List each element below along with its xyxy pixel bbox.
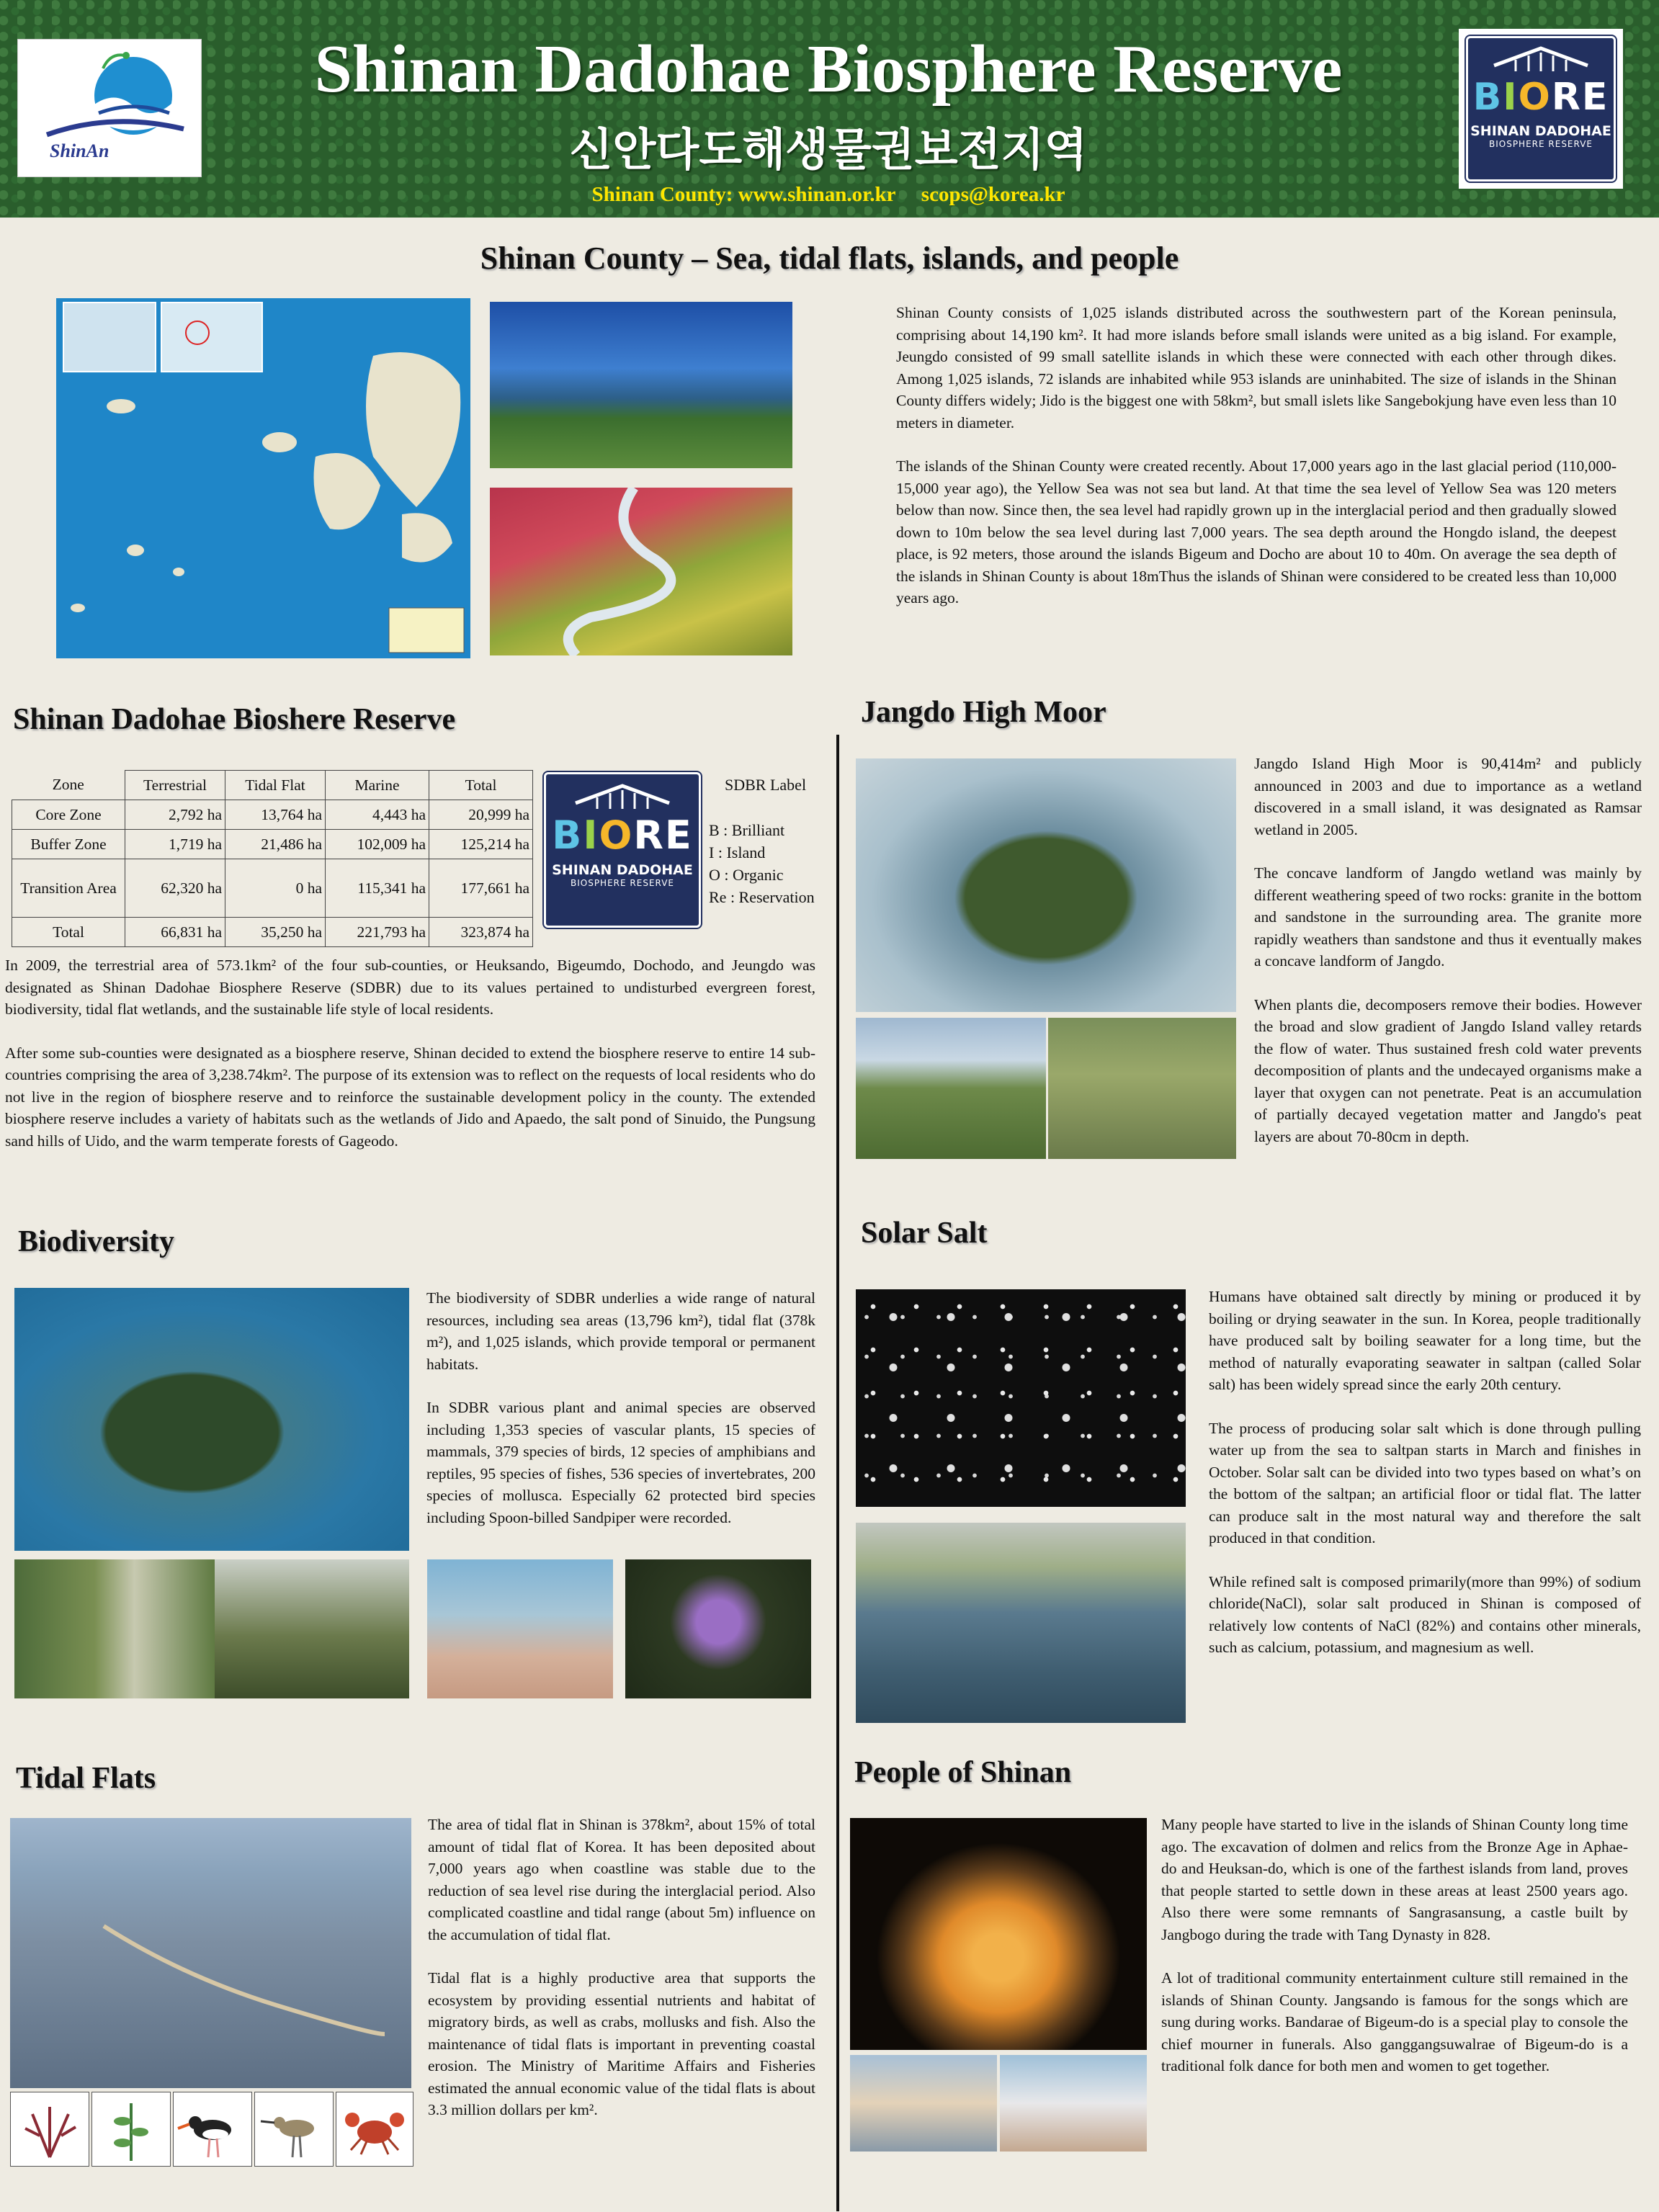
table-cell: 323,874 ha bbox=[429, 918, 533, 947]
table-header-row bbox=[12, 771, 533, 800]
table-cell: 62,320 ha bbox=[125, 859, 225, 918]
table-cell: 4,443 ha bbox=[326, 800, 429, 830]
table-cell: 221,793 ha bbox=[326, 918, 429, 947]
biodiversity-heading: Biodiversity bbox=[18, 1225, 174, 1258]
table-cell: 0 ha bbox=[225, 859, 326, 918]
people-paragraph-1: Many people have started to live in the islands of Shinan County long time ago. The excavation of dolmen and relics from the Bronze Age in Aphae-do and Heuksan-do, which is one of the farthest islands from land, proves that people started to settle down in these areas at least 2500 years ago. Also there were some remnants of Sangrasansung, a castle built by Jangbogo during the trade with Tang Dynasty in 828. bbox=[1161, 1816, 1628, 1943]
biore-logo-header bbox=[1459, 29, 1623, 189]
contact-email[interactable]: scops@korea.kr bbox=[921, 183, 1065, 206]
label-item: Re : Reservation bbox=[709, 888, 815, 906]
table-row bbox=[12, 918, 533, 947]
salt-text bbox=[1209, 1286, 1641, 1680]
salt-paragraph-2: The process of producing solar salt which is done through pulling water up from the sea to saltpan starts in March and finishes in October. Solar salt can be divided into two types based on what’s on the bottom of the saltpan; an artificial floor or tidal flat. The latter can produce salt in the most natural way and therefore the salt produced in that condition. bbox=[1209, 1419, 1641, 1546]
salt-paragraph-1: Humans have obtained salt directly by mining or produced it by boiling or drying seawater in the sun. In Korea, people traditionally have produced salt by boiling seawater for a long time, but the method of naturally evaporating seawater in saltpan (called Solar salt) has been widely spread since the early 20th century. bbox=[1209, 1288, 1641, 1393]
table-cell: 35,250 ha bbox=[225, 918, 326, 947]
bird-in-hand-photo bbox=[427, 1559, 613, 1698]
label-item: O : Organic bbox=[709, 866, 784, 884]
biodiversity-paragraph-2: In SDBR various plant and animal species are observed including 1,353 species of vascular plants, 15 species of mammals, 379 species of birds, 12 species of amphibians and reptiles, 95 species of fishes, 536 species of invertebrates, 200 species of mollusca. Especially 62 protected bird species including Spoon-billed Sandpiper were recorded. bbox=[426, 1399, 815, 1526]
moor-landscape-photo bbox=[856, 1018, 1046, 1159]
salt-paragraph-3: While refined salt is composed primarily(more than 99%) of sodium chloride(NaCl), solar salt produced in Shinan is composed of relatively low contents of NaCl (82%) and contains other minerals, such as calcium, potassium, and magnesium as well. bbox=[1209, 1572, 1641, 1656]
table-row bbox=[12, 800, 533, 830]
oystercatcher-thumb bbox=[173, 2092, 252, 2167]
field-visitors-photo bbox=[1048, 1018, 1236, 1159]
table-cell: Total bbox=[12, 918, 125, 947]
biore-line1: SHINAN DADOHAE bbox=[552, 862, 693, 878]
tidal-text bbox=[428, 1814, 815, 2143]
sdbr-paragraph-1: In 2009, the terrestrial area of 573.1km² of the four sub-counties, or Heuksando, Bigeumdo, Dochodo, and Jeungdo was designated as Shinan Dadohae Biosphere Reserve (SDBR) due to its values pertained to undisturbed evergreen forest, biodiversity, tidal flat wetlands, and the sustainable life style of local residents. bbox=[5, 957, 815, 1018]
crab-icon bbox=[336, 2092, 413, 2166]
biore-line2: BIOSPHERE RESERVE bbox=[1488, 139, 1593, 149]
biore-word: BIORE bbox=[552, 812, 693, 858]
table-cell: 13,764 ha bbox=[225, 800, 326, 830]
shinan-logo bbox=[17, 39, 202, 177]
sandpiper-thumb bbox=[254, 2092, 334, 2167]
biodiversity-paragraph-1: The biodiversity of SDBR underlies a wide range of natural resources, including sea areas (13,796 km²), tidal flat (378k m²), and 1,025 islands, which provide temporal or permanent habitats. bbox=[426, 1289, 815, 1373]
tidal-paragraph-2: Tidal flat is a highly productive area that supports the ecosystem by providing essential nutrients and habitat of migratory birds, as well as crabs, mollusks and fish. Also the maintenance of tidal flats is important in preventing coastal erosion. The Ministry of Maritime Affairs and Fisheries estimated the annual economic value of the tidal flats is about 3.3 million dollars per km². bbox=[428, 1969, 815, 2118]
table-cell: 2,792 ha bbox=[125, 800, 225, 830]
table-cell: 20,999 ha bbox=[429, 800, 533, 830]
label-item: B : Brilliant bbox=[709, 821, 785, 839]
jangdo-paragraph-2: The concave landform of Jangdo wetland was mainly by different weathering speed of two rocks: granite in the bottom and sandstone in the surrounding area. The granite more rapidly weathers than sandstone and thus it eventually makes a concave landform of Jangdo. bbox=[1254, 864, 1642, 970]
sdbr-label-title: SDBR Label bbox=[725, 776, 807, 794]
sandpiper-icon bbox=[255, 2092, 333, 2166]
jangdo-paragraph-3: When plants die, decomposers remove their bodies. However the broad and slow gradient of Jangdo Island valley retards the flow of water. Thus sustained fresh cold water prevents decomposition of plants and the undecayed organisms make a layer that oxygen can not penetrate. Peat is an accumulation of partially decayed vegetation matter and Jangdo's peat layers are about 70-80cm in depth. bbox=[1254, 995, 1642, 1145]
plant-thumb bbox=[91, 2092, 171, 2167]
saltpan-aerial-photo bbox=[856, 1523, 1186, 1723]
tidal-heading: Tidal Flats bbox=[16, 1762, 156, 1795]
biore-word: BIORE bbox=[1472, 76, 1609, 119]
table-header-cell: Total bbox=[429, 771, 533, 800]
label-item: I : Island bbox=[709, 843, 766, 861]
forest-path-photo bbox=[14, 1559, 215, 1698]
purple-flower-photo bbox=[625, 1559, 811, 1698]
island-aerial-photo bbox=[14, 1288, 409, 1551]
table-header-cell: Zone bbox=[52, 776, 84, 794]
oystercatcher-icon bbox=[174, 2092, 251, 2166]
people-paragraph-2: A lot of traditional community entertainment culture still remained in the islands of Shinan County. Jangsando is famous for the songs which are sung during works. Bandarae of Bigeum-do is a special play to console the chief mourner in funerals. Also ganggangsuwalrae of Bigeum-do is a traditional folk dance for both men and women to get together. bbox=[1161, 1969, 1628, 2074]
table-cell: Buffer Zone bbox=[12, 830, 125, 859]
county-heading: Shinan County – Sea, tidal flats, islands, and people bbox=[480, 241, 1179, 276]
biore-line1: SHINAN DADOHAE bbox=[1470, 123, 1611, 139]
table-cell: 21,486 ha bbox=[225, 830, 326, 859]
shinan-logo-text: ShinAn bbox=[50, 140, 109, 161]
sdbr-heading: Shinan Dadohae Bioshere Reserve bbox=[13, 703, 456, 736]
table-row bbox=[12, 830, 533, 859]
column-divider bbox=[836, 735, 839, 2211]
table-header-cell: Terrestrial bbox=[125, 771, 225, 800]
sandbar-illustration bbox=[10, 1818, 411, 2088]
tidal-channel-illustration bbox=[490, 488, 792, 655]
contact-website[interactable]: Shinan County: www.shinan.or.kr bbox=[591, 183, 896, 206]
eagle-photo bbox=[215, 1559, 409, 1698]
sdbr-paragraph-2: After some sub-counties were designated as a biosphere reserve, Shinan decided to extend the biosphere reserve to entire 14 sub-countries comprising the area of 3,238.74km². The purpose of its extension was to reflect on the requests of local residents who do not live in the region of biosphere reserve and to reinforce the sustainable development policy in the county. The extended biosphere reserve includes a variety of habitats such as the wetlands of Jido and Apaedo, the salt pond of Sinuido, the Pungsung sand hills of Uido, and the warm temperate forests of Gageodo. bbox=[5, 1044, 815, 1150]
tidal-paragraph-1: The area of tidal flat in Shinan is 378km², about 15% of total amount of tidal flat of Korea. It has been deposited about 7,000 years ago when coastline was stable due to the reduction of sea level rise during the interglacial period. Also complicated coastline and tidal range (about 5m) influence on the accumulation of tidal flat. bbox=[428, 1816, 815, 1943]
table-header-cell: Marine bbox=[326, 771, 429, 800]
poster-title: Shinan Dadohae Biosphere Reserve bbox=[314, 32, 1343, 107]
island-sea-photo bbox=[490, 302, 792, 468]
jangdo-text bbox=[1254, 753, 1642, 1169]
biodiversity-text bbox=[426, 1287, 815, 1550]
poster-subtitle: 신안다도해생물권보전지역 bbox=[569, 123, 1088, 176]
jangdo-paragraph-1: Jangdo Island High Moor is 90,414m² and publicly announced in 2003 and due to importance as a wetland discovered in a small island, it was designated as Ramsar wetland in 2005. bbox=[1254, 755, 1642, 838]
biore-badge bbox=[1466, 36, 1616, 182]
seaweed-thumb bbox=[10, 2092, 89, 2167]
table-cell: 102,009 ha bbox=[326, 830, 429, 859]
salt-heading: Solar Salt bbox=[861, 1217, 988, 1250]
table-cell: 1,719 ha bbox=[125, 830, 225, 859]
sdbr-text bbox=[5, 954, 815, 1173]
shinan-logo-icon bbox=[18, 40, 201, 176]
map-illustration bbox=[56, 298, 470, 658]
people-heading: People of Shinan bbox=[854, 1756, 1072, 1789]
jangdo-island-photo bbox=[856, 758, 1236, 1012]
sdbr-label-list bbox=[709, 819, 815, 908]
people-text bbox=[1161, 1814, 1628, 2099]
jangdo-heading: Jangdo High Moor bbox=[861, 696, 1106, 729]
table-cell: 125,214 ha bbox=[429, 830, 533, 859]
table-cell: 115,341 ha bbox=[326, 859, 429, 918]
plant-icon bbox=[92, 2092, 170, 2166]
biore-badge-small bbox=[544, 772, 701, 928]
table-row bbox=[12, 859, 533, 918]
county-map bbox=[56, 298, 470, 658]
county-paragraph-1: Shinan County consists of 1,025 islands distributed across the southwestern part of the Korean peninsula, comprising about 14,190 km². It had more islands before small islands were united as a big island. For example, Jeungdo consisted of 99 small satellite islands in which these were connected with each other through dikes. Among 1,025 islands, 72 islands are inhabited while 953 islands are uninhabited. The size of islands in the Shinan County differs widely; Jido is the biggest one with 58km², but small islets like Sangebokjung have even less than 10 meters in diameter. bbox=[896, 304, 1616, 431]
roof-icon bbox=[568, 782, 676, 810]
table-cell: Transition Area bbox=[12, 859, 125, 918]
seaweed-icon bbox=[11, 2092, 89, 2166]
crab-thumb bbox=[336, 2092, 413, 2167]
biore-line2: BIOSPHERE RESERVE bbox=[570, 878, 674, 888]
county-paragraph-2: The islands of the Shinan County were created recently. About 17,000 years ago in the last glacial period (110,000-15,000 year ago), the Yellow Sea was not sea but land. At that time the sea level of Yellow Sea was 120 meters below than now. Since then, the sea level had rapidly grown up in the interglacial period and then gradually slowed down to 10m below the sea level during last 7,000 years. The sea depth around the Hongdo island, the deepest place, is 92 meters, those around the islands Bigeum and Docho are about 10 to 40m. On average the sea depth of the islands in Shinan County is about 18mThus the islands of Shinan were considered to be created less than 10,000 years ago. bbox=[896, 457, 1616, 606]
table-cell: 177,661 ha bbox=[429, 859, 533, 918]
folk-dance-photo bbox=[1000, 2055, 1147, 2151]
table-cell: Core Zone bbox=[12, 800, 125, 830]
tidal-flat-plants-photo bbox=[490, 488, 792, 655]
poster-header bbox=[0, 0, 1659, 218]
roof-icon bbox=[1487, 44, 1595, 73]
table-header-cell: Tidal Flat bbox=[225, 771, 326, 800]
county-text bbox=[896, 302, 1616, 631]
salt-worker-photo bbox=[850, 2055, 997, 2151]
sea-arch-sunset-photo bbox=[850, 1818, 1147, 2050]
tidal-flat-aerial-photo bbox=[10, 1818, 411, 2088]
table-cell: 66,831 ha bbox=[125, 918, 225, 947]
salt-crystals-photo bbox=[856, 1289, 1186, 1507]
zone-area-table bbox=[12, 770, 533, 947]
contact-line bbox=[216, 183, 1441, 207]
